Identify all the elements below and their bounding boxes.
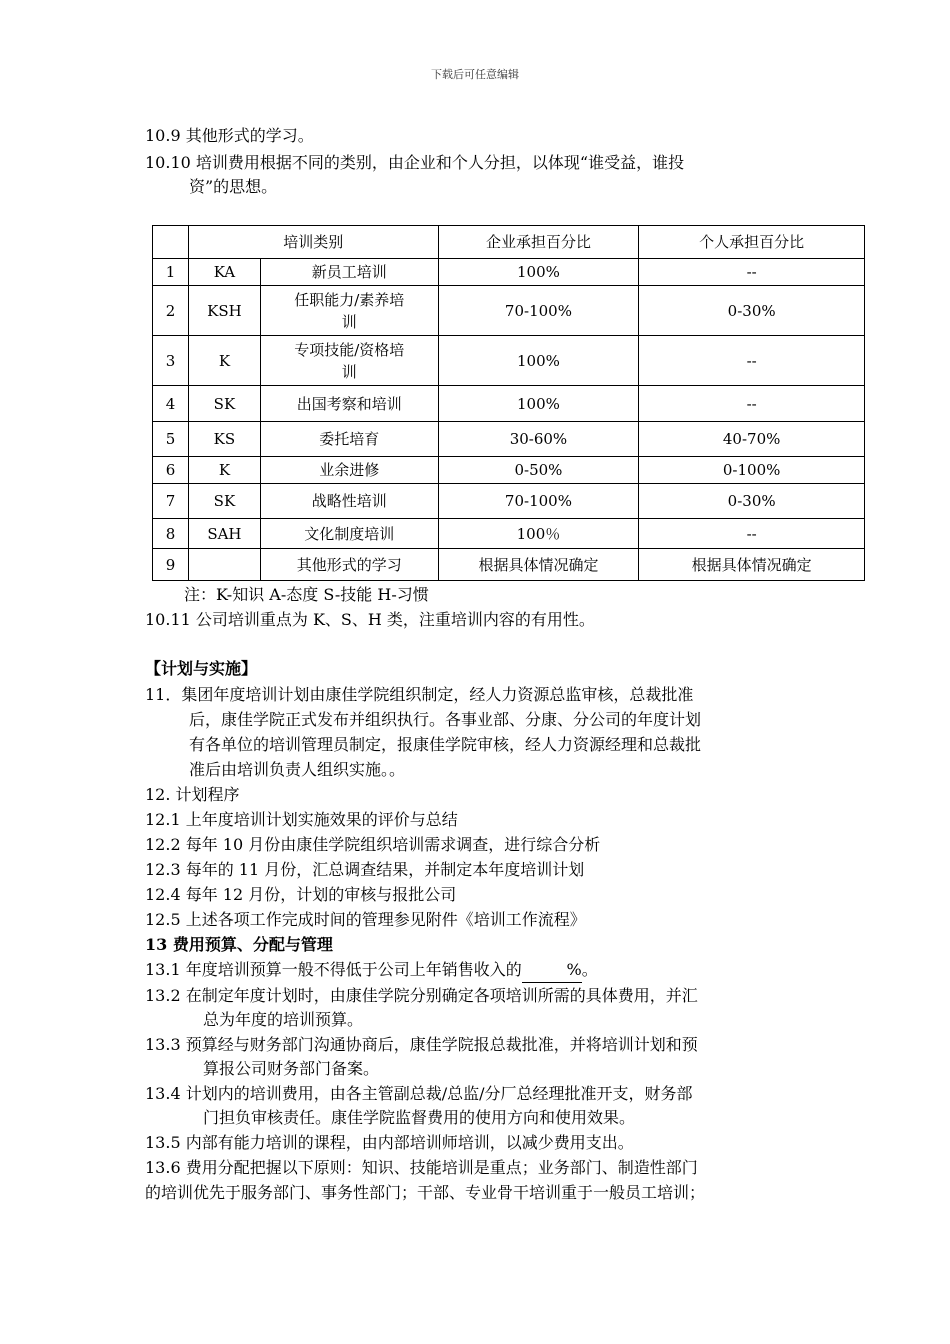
row-company: 100% (438, 336, 639, 386)
row-company: 100% (438, 259, 639, 286)
row-name: 文化制度培训 (260, 519, 438, 549)
item-12: 12. 计划程序 (145, 785, 240, 804)
section-13-heading: 13 费用预算、分配与管理 (145, 935, 333, 954)
table-header-row (153, 226, 865, 259)
section-plan-heading: 【计划与实施】 (145, 659, 258, 678)
item-13-3-line1: 13.3 预算经与财务部门沟通协商后，康佳学院报总裁批准，并将培训计划和预 (145, 1035, 698, 1054)
item-10-10: 10.10 培训费用根据不同的类别，由企业和个人分担，以体现“谁受益，谁投 (145, 153, 685, 172)
row-name (260, 336, 438, 386)
row-name-line1: 专项技能/资格培 (294, 340, 405, 359)
row-company: 100％ (438, 519, 639, 549)
row-code: KS (188, 422, 260, 457)
item-12-4: 12.4 每年 12 月份，计划的审核与报批公司 (145, 885, 457, 904)
row-personal: -- (639, 519, 865, 549)
row-company: 30-60% (438, 422, 639, 457)
row-code: KSH (188, 286, 260, 336)
row-personal: 0-30% (639, 484, 865, 519)
training-fee-table (152, 225, 865, 581)
item-12-5: 12.5 上述各项工作完成时间的管理参见附件《培训工作流程》 (145, 910, 586, 929)
row-personal: -- (639, 386, 865, 422)
table-header-blank (153, 226, 189, 259)
row-personal: 0-100% (639, 457, 865, 484)
item-13-3-line2: 算报公司财务部门备案。 (203, 1059, 380, 1078)
row-code: SAH (188, 519, 260, 549)
row-personal: 0-30% (639, 286, 865, 336)
item-13-2-line1: 13.2 在制定年度计划时，由康佳学院分别确定各项培训所需的具体费用，并汇 (145, 986, 698, 1005)
table-row (153, 519, 865, 549)
item-10-9: 10.9 其他形式的学习。 (145, 126, 314, 145)
row-name: 出国考察和培训 (260, 386, 438, 422)
row-name (260, 286, 438, 336)
row-code: K (188, 336, 260, 386)
percent-blank: % (522, 958, 582, 983)
header-company: 企业承担百分比 (438, 226, 639, 259)
item-13-4-line1: 13.4 计划内的培训费用，由各主管副总裁/总监/分厂总经理批准开支，财务部 (145, 1084, 693, 1103)
table-row (153, 386, 865, 422)
table-note: 注：K-知识 A-态度 S-技能 H-习惯 (184, 585, 429, 604)
row-code: K (188, 457, 260, 484)
item-11-line1: 11．集团年度培训计划由康佳学院组织制定，经人力资源总监审核，总裁批准 (145, 685, 694, 704)
item-13-6-line1: 13.6 费用分配把握以下原则：知识、技能培训是重点；业务部门、制造性部门 (145, 1158, 698, 1177)
row-no: 5 (153, 422, 189, 457)
row-company: 70-100% (438, 484, 639, 519)
table-row (153, 286, 865, 336)
row-no: 6 (153, 457, 189, 484)
row-name: 战略性培训 (260, 484, 438, 519)
row-no: 4 (153, 386, 189, 422)
row-no: 9 (153, 549, 189, 581)
item-10-11: 10.11 公司培训重点为 K、S、H 类，注重培训内容的有用性。 (145, 610, 595, 629)
item-12-2: 12.2 每年 10 月份由康佳学院组织培训需求调查，进行综合分析 (145, 835, 601, 854)
item-13-1-text: 13.1 年度培训预算一般不得低于公司上年销售收入的 (145, 960, 522, 979)
item-11-line2: 后，康佳学院正式发布并组织执行。各事业部、分康、分公司的年度计划 (189, 710, 702, 729)
row-name-line1: 任职能力/素养培 (294, 290, 405, 309)
table-row (153, 336, 865, 386)
table-row (153, 457, 865, 484)
row-name-line2: 训 (341, 312, 357, 331)
table-row (153, 484, 865, 519)
row-company: 0-50% (438, 457, 639, 484)
header-personal: 个人承担百分比 (639, 226, 865, 259)
row-code: SK (188, 484, 260, 519)
row-name: 其他形式的学习 (260, 549, 438, 581)
item-12-3: 12.3 每年的 11 月份，汇总调查结果，并制定本年度培训计划 (145, 860, 585, 879)
row-code: SK (188, 386, 260, 422)
row-name: 新员工培训 (260, 259, 438, 286)
row-company: 100% (438, 386, 639, 422)
row-personal: 40-70% (639, 422, 865, 457)
table-row (153, 259, 865, 286)
item-11-line4: 准后由培训负责人组织实施。。 (189, 760, 406, 779)
item-10-10-cont: 资”的思想。 (189, 177, 278, 196)
row-personal: 根据具体情况确定 (639, 549, 865, 581)
item-12-1: 12.1 上年度培训计划实施效果的评价与总结 (145, 810, 458, 829)
item-13-1 (145, 958, 598, 983)
row-no: 1 (153, 259, 189, 286)
row-company: 根据具体情况确定 (438, 549, 639, 581)
header-note: 下载后可任意编辑 (431, 68, 519, 81)
row-name: 委托培育 (260, 422, 438, 457)
row-personal: -- (639, 336, 865, 386)
item-13-5: 13.5 内部有能力培训的课程，由内部培训师培训，以减少费用支出。 (145, 1133, 634, 1152)
item-13-2-line2: 总为年度的培训预算。 (203, 1010, 364, 1029)
row-name: 业余进修 (260, 457, 438, 484)
row-no: 8 (153, 519, 189, 549)
table-row (153, 422, 865, 457)
row-no: 3 (153, 336, 189, 386)
row-name-line2: 训 (341, 362, 357, 381)
item-13-4-line2: 门担负审核责任。康佳学院监督费用的使用方向和使用效果。 (203, 1108, 636, 1127)
row-no: 7 (153, 484, 189, 519)
header-category: 培训类别 (188, 226, 438, 259)
item-11-line3: 有各单位的培训管理员制定，报康佳学院审核，经人力资源经理和总裁批 (189, 735, 702, 754)
row-code (188, 549, 260, 581)
table-row (153, 549, 865, 581)
row-no: 2 (153, 286, 189, 336)
row-personal: -- (639, 259, 865, 286)
item-13-6-line2: 的培训优先于服务部门、事务性部门；干部、专业骨干培训重于一般员工培训； (145, 1183, 706, 1202)
row-code: KA (188, 259, 260, 286)
item-13-1-suffix: 。 (581, 960, 598, 979)
row-company: 70-100% (438, 286, 639, 336)
